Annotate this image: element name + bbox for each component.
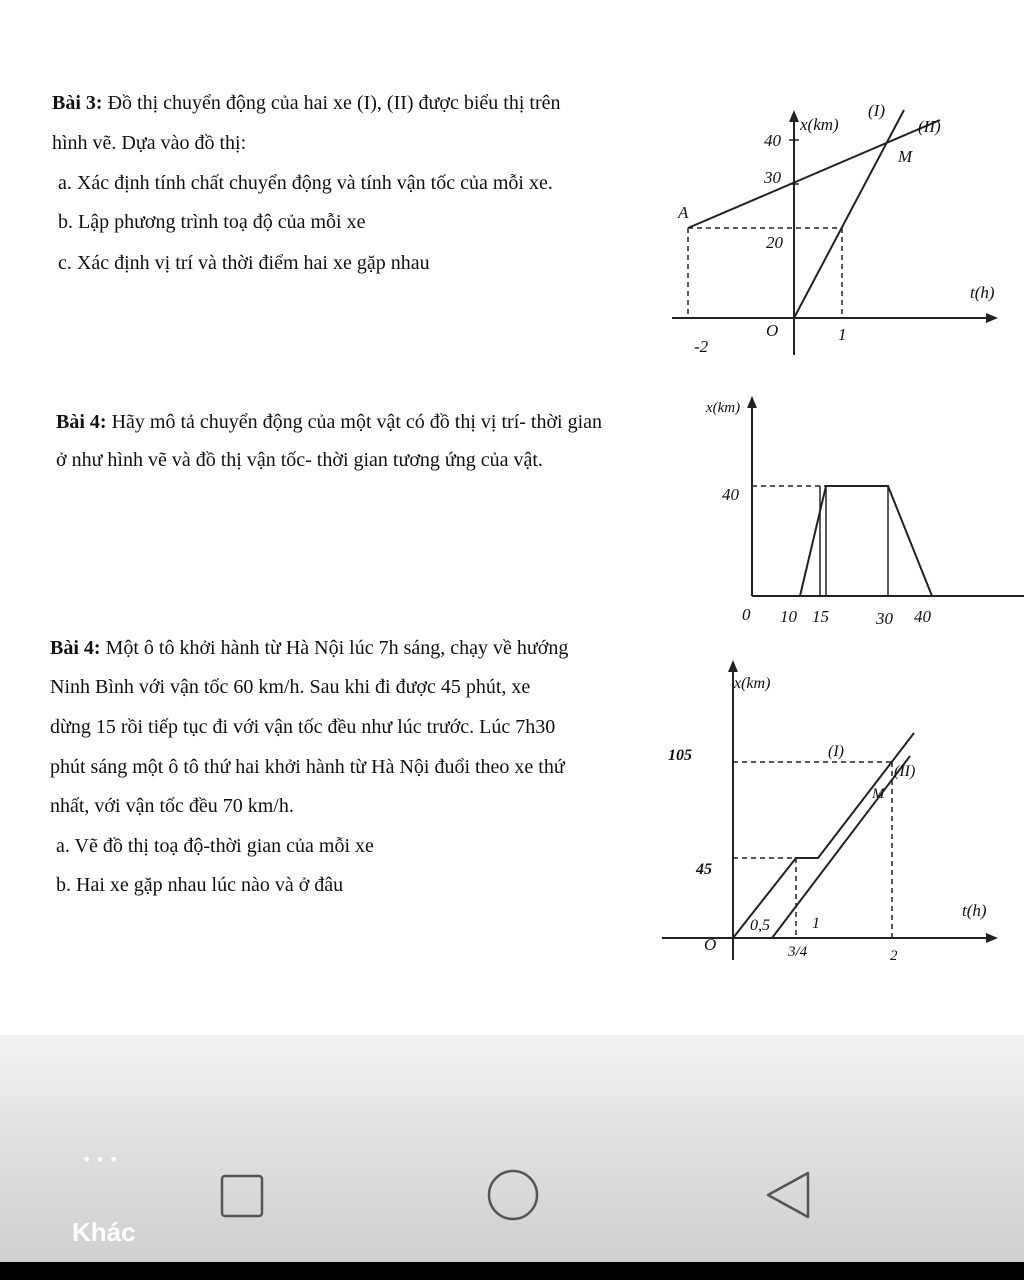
p4b-label-II: (II) — [894, 763, 916, 780]
problem4b-item-b: b. Hai xe gặp nhau lúc nào và ở đâu — [56, 874, 344, 896]
p4b-t-34: 3/4 — [788, 944, 808, 960]
problem4b-line1-text: Một ô tô khởi hành từ Hà Nội lúc 7h sáng, chạy về hướng — [100, 637, 569, 659]
p4b-y-label: x(km) — [734, 675, 771, 692]
p4b-y-arrow — [728, 660, 738, 672]
p4a-x-15: 15 — [812, 607, 829, 626]
p4b-origin: O — [704, 935, 717, 954]
p4b-tick-45-label: 45 — [696, 861, 712, 878]
p3-tick-1-label: 1 — [838, 325, 847, 344]
recent-apps-square-icon[interactable] — [220, 1174, 264, 1218]
p4b-t-1: 1 — [812, 915, 820, 932]
p3-y-label: x(km) — [800, 115, 839, 134]
p4b-t-2: 2 — [890, 948, 898, 964]
p4b-line-I — [733, 733, 914, 938]
p4b-tick-105-label: 105 — [668, 747, 692, 764]
p4a-x-10: 10 — [780, 607, 797, 626]
p4a-x-0: 0 — [742, 605, 751, 624]
p3-label-I: (I) — [868, 101, 885, 120]
p4b-label-I: (I) — [828, 743, 844, 760]
bottom-toolbar — [0, 1035, 1024, 1262]
p3-x-label: t(h) — [970, 283, 995, 302]
problem4b-line2: Ninh Bình với vận tốc 60 km/h. Sau khi đi được 45 phút, xe — [50, 676, 531, 698]
p4a-tick-40-label: 40 — [722, 485, 739, 504]
p4a-y-label: x(km) — [706, 400, 741, 416]
problem4a-line1-text: Hãy mô tả chuyển động của một vật có đồ thị vị trí- thời gian — [106, 411, 603, 433]
p4b-label-M: M — [872, 786, 885, 802]
problem4b-title: Bài 4: — [50, 637, 101, 659]
p3-tick-30-label: 30 — [764, 168, 781, 187]
p4b-t-05: 0,5 — [750, 917, 770, 934]
problem3-line2: hình vẽ. Dựa vào đồ thị: — [52, 132, 247, 154]
problem4b-line3: dừng 15 rồi tiếp tục đi với vận tốc đều như lúc trước. Lúc 7h30 — [50, 716, 556, 738]
system-bottom-bar — [0, 1262, 1024, 1280]
p4a-x-30: 30 — [876, 609, 893, 628]
p3-tick-20-label: 20 — [766, 233, 783, 252]
problem4b-line4: phút sáng một ô tô thứ hai khởi hành từ Hà Nội đuổi theo xe thứ — [50, 756, 565, 778]
more-dots-icon[interactable]: ••• — [82, 1150, 123, 1169]
p4b-x-label: t(h) — [962, 901, 987, 920]
problem3-line1-text: Đồ thị chuyển động của hai xe (I), (II) được biểu thị trên — [102, 92, 561, 114]
p4a-x-40: 40 — [914, 607, 931, 626]
problem4b-item-a: a. Vẽ đồ thị toạ độ-thời gian của mỗi xe — [56, 835, 374, 857]
p3-tick-40-label: 40 — [764, 131, 781, 150]
problem4b-line5: nhất, với vận tốc đều 70 km/h. — [50, 795, 294, 817]
problem3-title: Bài 3: — [52, 92, 103, 114]
p4b-x-arrow — [986, 933, 998, 943]
problem4a-line2: ở như hình vẽ và đồ thị vận tốc- thời gian tương ứng của vật. — [56, 449, 543, 471]
problem3-item-a: a. Xác định tính chất chuyển động và tính vận tốc của mỗi xe. — [58, 172, 553, 194]
p3-label-M: M — [898, 147, 913, 166]
p4b-line-II — [772, 756, 910, 938]
more-button-label[interactable]: Khác — [72, 1217, 136, 1247]
back-triangle-icon[interactable] — [764, 1170, 812, 1220]
p3-origin: O — [766, 321, 779, 340]
p3-label-A: A — [678, 203, 689, 222]
problem3-item-c: c. Xác định vị trí và thời điểm hai xe gặp nhau — [58, 252, 430, 274]
problem4a-title: Bài 4: — [56, 411, 107, 433]
p3-tick-neg2-label: -2 — [694, 337, 709, 356]
p3-label-II: (II) — [918, 117, 941, 136]
problem3-item-b: b. Lập phương trình toạ độ của mỗi xe — [58, 211, 366, 233]
home-circle-icon[interactable] — [486, 1168, 540, 1222]
